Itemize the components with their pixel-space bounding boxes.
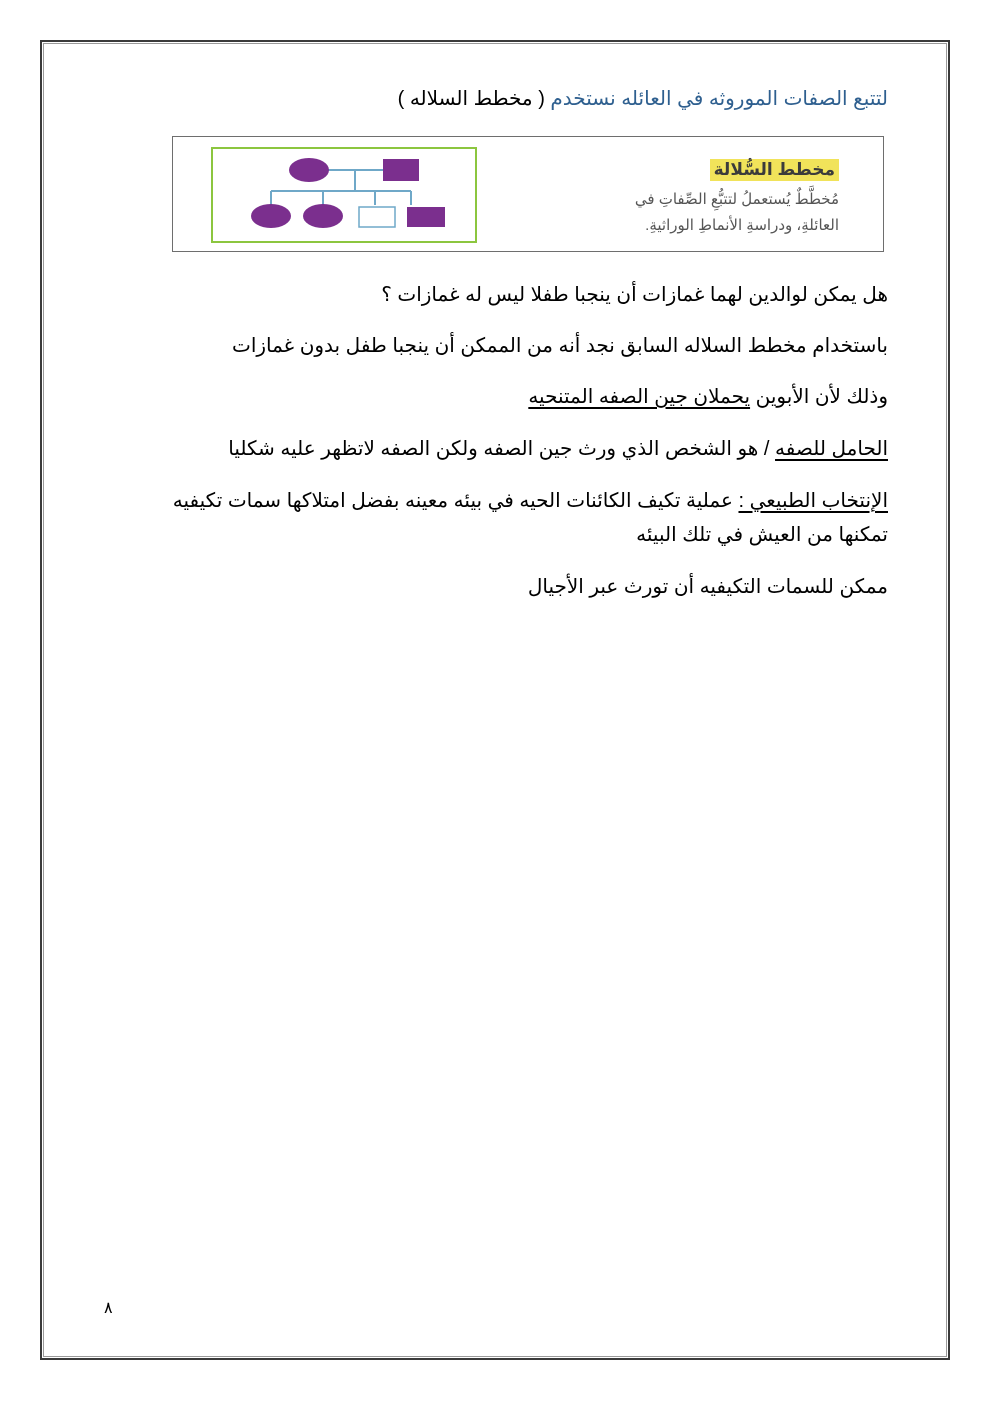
selection-term: الإنتخاب الطبيعي : — [738, 490, 888, 512]
son-affected-symbol — [407, 207, 445, 227]
figure-definition-line-2: العائلةِ، ودراسةِ الأنماطِ الوراثيةِ. — [645, 217, 839, 234]
figure-definition — [499, 187, 839, 239]
daughter-1-affected-symbol — [251, 204, 291, 228]
page-number: ٨ — [104, 1300, 113, 1317]
mother-affected-symbol — [289, 158, 329, 182]
reason-prefix: وذلك لأن الأبوين — [755, 386, 888, 408]
carrier-definition — [128, 436, 888, 461]
figure-title: مخطط السُّلالة — [710, 159, 839, 181]
daughter-2-affected-symbol — [303, 204, 343, 228]
heading-black-text: ( مخطط السلاله ) — [397, 88, 545, 110]
father-affected-symbol — [383, 159, 419, 181]
pedigree-chart — [213, 149, 475, 241]
figure-definition-line-1: مُخطَّطٌ يُستعملُ لتتبُّعِ الصِّفاتِ في — [634, 191, 839, 208]
selection-def-line-2: تمكنها من العيش في تلك البيئه — [636, 524, 888, 546]
son-unaffected-symbol — [359, 207, 395, 227]
selection-def-line-1: عملية تكيف الكائنات الحيه في بيئه معينه بفضل امتلاكها سمات تكيفيه — [172, 490, 733, 512]
reason-underlined: يحملان جين الصفه المتنحيه — [528, 386, 751, 408]
answer-text: باستخدام مخطط السلاله السابق نجد أنه من الممكن أن ينجبا طفل بدون غمازات — [231, 335, 888, 357]
carrier-term: الحامل للصفه — [775, 438, 888, 460]
pedigree-figure — [172, 136, 884, 252]
selection-definition — [128, 488, 888, 513]
adaptive-traits-text: ممكن للسمات التكيفيه أن تورث عبر الأجيال — [527, 576, 888, 598]
question-text: هل يمكن لوالدين لهما غمازات أن ينجبا طفلا ليس له غمازات ؟ — [381, 284, 888, 306]
pedigree-chart-frame — [211, 147, 477, 243]
reason-text — [128, 384, 888, 409]
carrier-def: / هو الشخص الذي ورث جين الصفه ولكن الصفه لاتظهر عليه شكليا — [228, 438, 770, 460]
heading-blue-text: لتتبع الصفات الموروثه في العائله نستخدم — [550, 88, 888, 110]
page-heading — [128, 86, 888, 111]
